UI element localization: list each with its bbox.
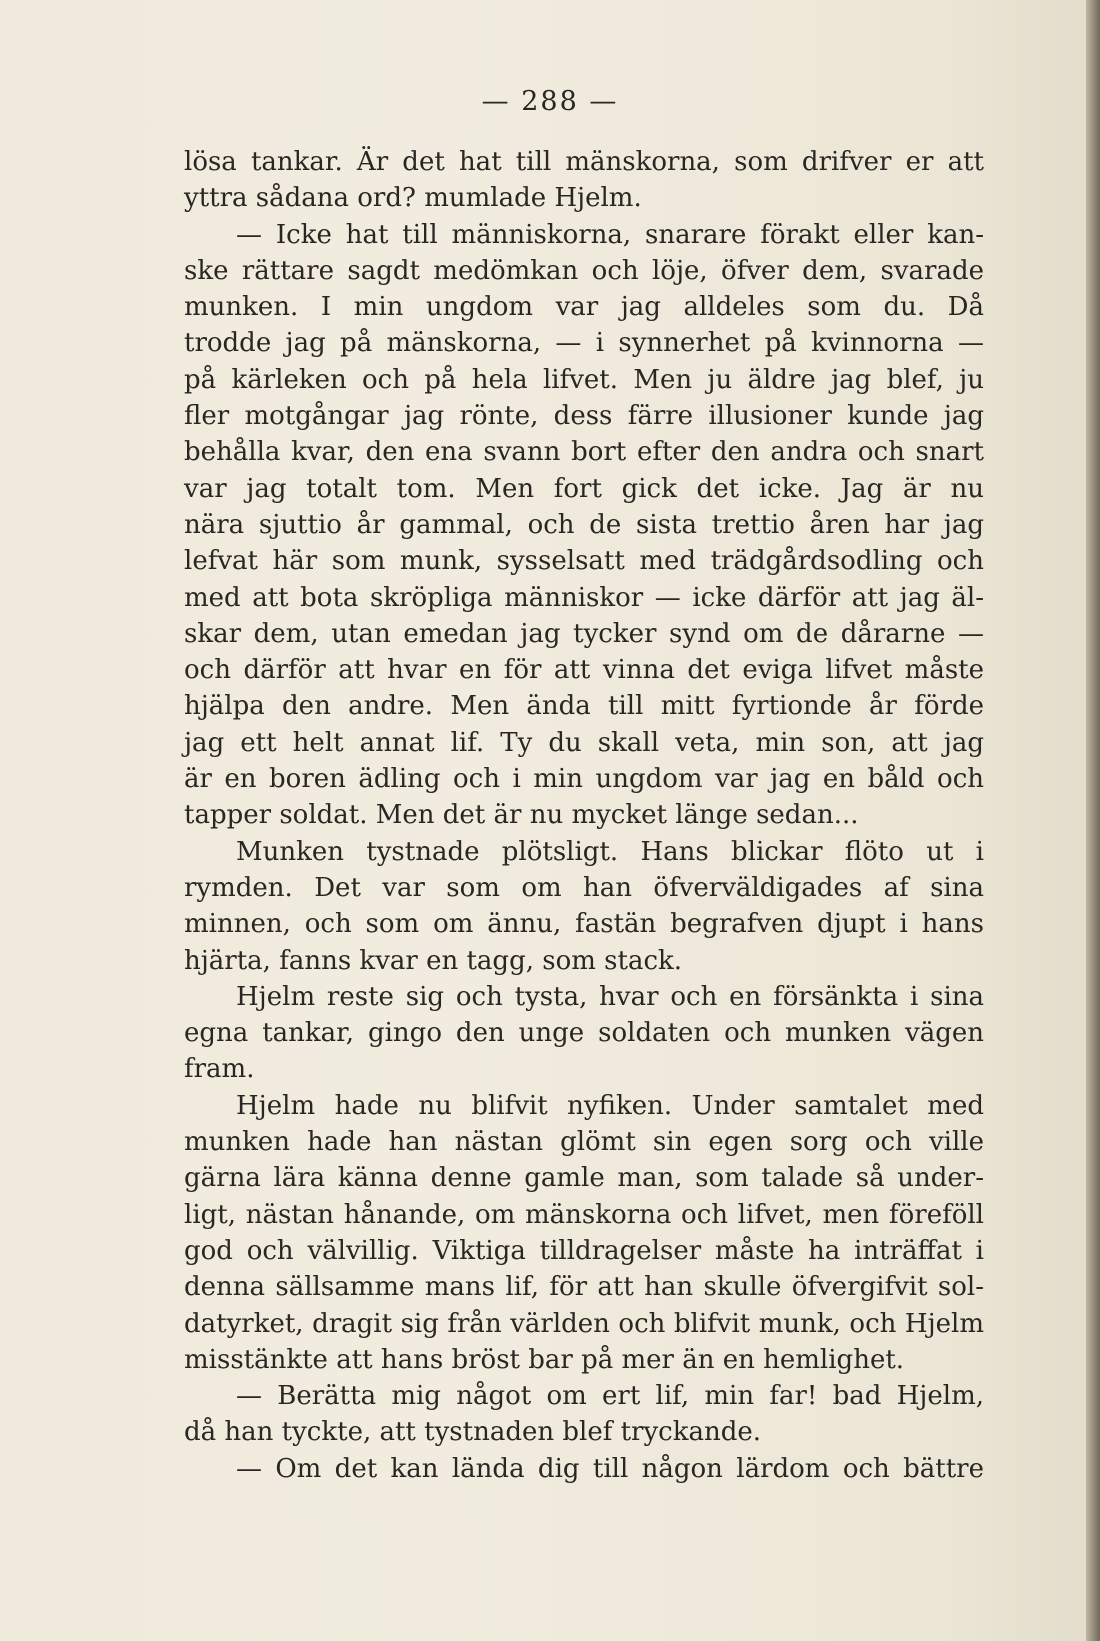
text-line: misstänkte att hans bröst bar på mer än en hemlighet. xyxy=(184,1344,905,1375)
text-line: egna tankar, gingo den unge soldaten och munken vägen xyxy=(184,1018,984,1049)
page-number: — 288 — xyxy=(481,86,619,117)
text-line: god och välvillig. Viktiga tilldragelser måste ha inträffat i xyxy=(184,1235,984,1266)
text-line: Hjelm hade nu blifvit nyfiken. Under samtalet med xyxy=(236,1090,984,1121)
text-line: yttra sådana ord? mumlade Hjelm. xyxy=(184,183,642,214)
text-line: munken hade han nästan glömt sin egen sorg och ville xyxy=(184,1127,984,1158)
text-line: lösa tankar. Är det hat till mänskorna, som drifver er att xyxy=(184,147,984,177)
text-line: datyrket, dragit sig från världen och blifvit munk, och Hjelm xyxy=(184,1308,984,1339)
text-line: Munken tystnade plötsligt. Hans blickar flöto ut i xyxy=(236,836,984,867)
text-line: — Icke hat till människorna, snarare förakt eller kan- xyxy=(236,219,984,250)
text-line: ligt, nästan hånande, om mänskorna och lifvet, men föreföll xyxy=(184,1199,984,1230)
text-line: hjälpa den andre. Men ända till mitt fyrtionde år förde xyxy=(184,691,984,722)
text-line: lefvat här som munk, sysselsatt med trädgårdsodling och xyxy=(184,546,984,577)
text-line: var jag totalt tom. Men fort gick det icke. Jag är nu xyxy=(184,473,984,504)
text-line: denna sällsamme mans lif, för att han skulle öfvergifvit sol- xyxy=(184,1272,984,1303)
text-line: munken. I min ungdom var jag alldeles som du. Då xyxy=(184,292,984,323)
text-line: — Berätta mig något om ert lif, min far! bad Hjelm, xyxy=(236,1381,984,1412)
text-line: är en boren ädling och i min ungdom var jag en båld och xyxy=(184,764,984,795)
text-line: fram. xyxy=(184,1054,255,1085)
text-line: på kärleken och på hela lifvet. Men ju äldre jag blef, ju xyxy=(184,364,984,395)
text-line: tapper soldat. Men det är nu mycket länge sedan... xyxy=(184,800,859,831)
text-line: då han tyckte, att tystnaden blef tryckande. xyxy=(184,1417,762,1448)
text-line: skar dem, utan emedan jag tycker synd om de dårarne — xyxy=(184,618,984,649)
text-line: trodde jag på mänskorna, — i synnerhet på kvinnorna — xyxy=(184,328,984,359)
text-line: jag ett helt annat lif. Ty du skall veta, min son, att jag xyxy=(184,727,984,758)
text-line: hjärta, fanns kvar en tagg, som stack. xyxy=(184,945,683,976)
text-line: och därför att hvar en för att vinna det eviga lifvet måste xyxy=(184,655,984,686)
text-line: Hjelm reste sig och tysta, hvar och en försänkta i sina xyxy=(236,981,984,1012)
text-line: fler motgångar jag rönte, dess färre illusioner kunde jag xyxy=(184,401,984,432)
text-line: nära sjuttio år gammal, och de sista trettio åren har jag xyxy=(184,509,984,540)
text-line: ske rättare sagdt medömkan och löje, öfver dem, svarade xyxy=(184,255,984,286)
text-line: minnen, och som om ännu, fastän begrafven djupt i hans xyxy=(184,909,984,940)
text-line: behålla kvar, den ena svann bort efter den andra och snart xyxy=(184,437,984,468)
body-text xyxy=(184,144,984,1487)
text-line: gärna lära känna denne gamle man, som talade så under- xyxy=(184,1163,984,1194)
text-line: — Om det kan lända dig till någon lärdom och bättre xyxy=(236,1453,984,1484)
book-spine-edge xyxy=(1086,0,1100,1641)
text-line: rymden. Det var som om han öfverväldigades af sina xyxy=(184,872,984,903)
text-line: med att bota skröpliga människor — icke därför att jag äl- xyxy=(184,582,984,613)
